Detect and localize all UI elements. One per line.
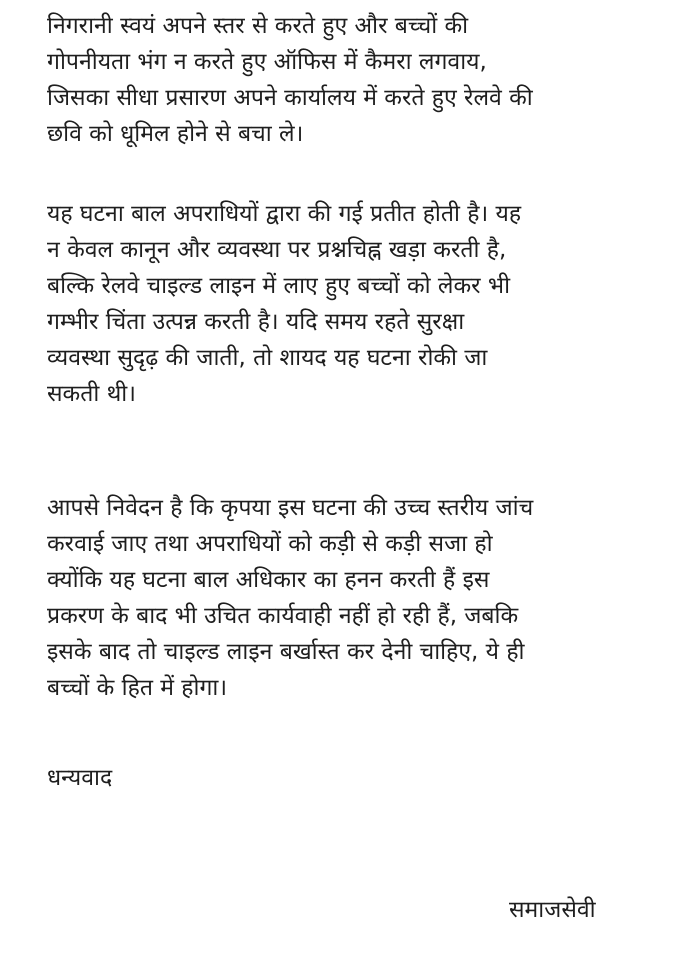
paragraph-line: न केवल कानून और व्यवस्था पर प्रश्नचिह्न खड़ा करती है, (47, 237, 507, 263)
paragraph-camera-request (47, 8, 677, 152)
paragraph-line: बल्कि रेलवे चाइल्ड लाइन में लाए हुए बच्चों को लेकर भी (47, 273, 511, 299)
paragraph-line: प्रकरण के बाद भी उचित कार्यवाही नहीं हो रही हैं, जबकि (47, 603, 519, 629)
paragraph-investigation-request (47, 490, 677, 706)
paragraph-line: आपसे निवेदन है कि कृपया इस घटना की उच्च स्तरीय जांच (47, 495, 534, 521)
paragraph-line: क्योंकि यह घटना बाल अधिकार का हनन करती हैं इस (47, 567, 490, 593)
paragraph-line: इसके बाद तो चाइल्ड लाइन बर्खास्त कर देनी चाहिए, ये ही (47, 639, 525, 665)
paragraph-line: गम्भीर चिंता उत्पन्न करती है। यदि समय रहते सुरक्षा (47, 309, 465, 335)
paragraph-line: करवाई जाए तथा अपराधियों को कड़ी से कड़ी सजा हो (47, 531, 493, 557)
paragraph-line: छवि को धूमिल होने से बचा ले। (47, 121, 304, 147)
paragraph-line: निगरानी स्वयं अपने स्तर से करते हुए और बच्चों की (47, 13, 469, 39)
paragraph-incident-concern (47, 196, 677, 412)
paragraph-line: बच्चों के हित में होगा। (47, 675, 228, 701)
paragraph-line: यह घटना बाल अपराधियों द्वारा की गई प्रतीत होती है। यह (47, 201, 522, 227)
closing-thanks: धन्यवाद (47, 765, 113, 791)
paragraph-line: जिसका सीधा प्रसारण अपने कार्यालय में करते हुए रेलवे की (47, 85, 533, 111)
paragraph-line: सकती थी। (47, 381, 136, 407)
signature-label: समाजसेवी (509, 897, 596, 923)
paragraph-line: गोपनीयता भंग न करते हुए ऑफिस में कैमरा लगवाय, (47, 49, 487, 75)
paragraph-line: व्यवस्था सुदृढ़ की जाती, तो शायद यह घटना रोकी जा (47, 345, 488, 371)
